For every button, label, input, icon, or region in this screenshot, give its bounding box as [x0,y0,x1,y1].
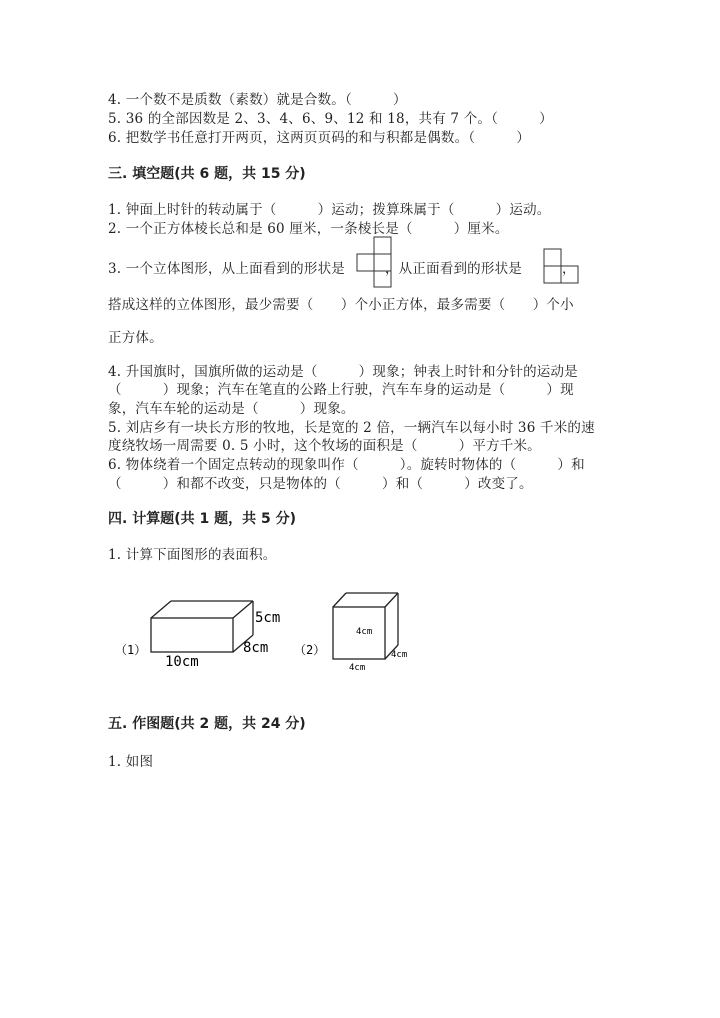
top-view-figure [356,236,396,288]
fill-question-6-line-2: （ ）和都不改变，只是物体的（ ）和（ ）改变了。 [108,476,533,492]
fill-question-4-line-2: （ ）现象；汽车在笔直的公路上行驶，汽车车身的运动是（ ）现 [108,382,574,398]
cube-face-label: 4cm [356,627,373,637]
section-3-heading: 三. 填空题(共 6 题，共 15 分) [108,166,306,182]
fill-question-4-line-1: 4. 升国旗时，国旗所做的运动是（ ）现象；钟表上时针和分针的运动是 [108,364,578,380]
fill-question-2: 2. 一个正方体棱长总和是 60 厘米，一条棱长是（ ）厘米。 [108,221,509,237]
fill-question-3-text-a: 3. 一个立体图形，从上面看到的形状是 [108,261,345,277]
cuboid-label: （1） [115,643,147,657]
fill-question-3-line-3: 正方体。 [108,330,163,346]
cube-label: （2） [294,643,326,657]
drawing-question-1: 1. 如图 [108,754,154,770]
cube-side-label: 4cm [391,650,408,660]
front-view-figure [543,248,583,288]
judgement-question-6: 6. 把数学书任意打开两页，这两页页码的和与积都是偶数。（ ） [108,130,531,146]
fill-question-5-line-2: 度绕牧场一周需要 0. 5 小时，这个牧场的面积是（ ）平方千米。 [108,438,541,454]
fill-question-3-text-c: ， [561,261,576,277]
section-4-heading: 四. 计算题(共 1 题，共 5 分) [108,511,296,527]
cuboid-height-label: 5cm [255,610,281,626]
fill-question-3-text-b: ，从正面看到的形状是 [384,261,522,277]
judgement-question-5: 5. 36 的全部因数是 2、3、4、6、9、12 和 18，共有 7 个。（ ） [108,111,553,127]
cuboid-length-label: 10cm [165,654,199,670]
cuboid-figure [105,592,295,672]
cuboid-depth-label: 8cm [243,640,269,656]
cube-figure [292,588,422,678]
section-5-heading: 五. 作图题(共 2 题，共 24 分) [108,716,306,732]
fill-question-4-line-3: 象，汽车车轮的运动是（ ）现象。 [108,401,355,417]
fill-question-1: 1. 钟面上时针的转动属于（ ）运动；拨算珠属于（ ）运动。 [108,202,551,218]
fill-question-3-line-2: 搭成这样的立体图形，最少需要（ ）个小正方体，最多需要（ ）个小 [108,297,574,313]
fill-question-6-line-1: 6. 物体绕着一个固定点转动的现象叫作（ ）。旋转时物体的（ ）和 [108,457,585,473]
cube-bottom-label: 4cm [349,663,366,673]
fill-question-5-line-1: 5. 刘店乡有一块长方形的牧地，长是宽的 2 倍，一辆汽车以每小时 36 千米的速 [108,420,595,436]
judgement-question-4: 4. 一个数不是质数（素数）就是合数。（ ） [108,92,407,108]
calc-question-1: 1. 计算下面图形的表面积。 [108,547,277,563]
fill-question-3-line-1 [108,257,576,277]
